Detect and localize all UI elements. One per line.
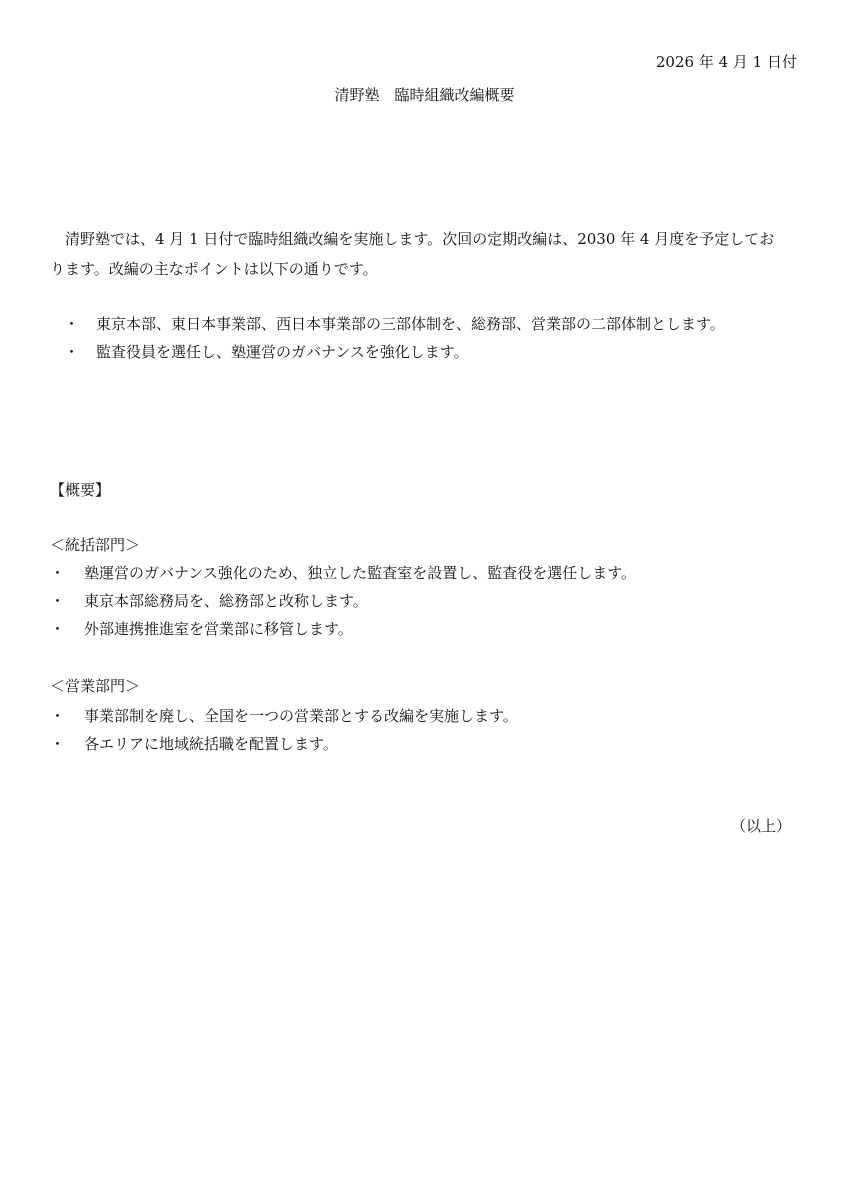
bullet-marker: ・ [50,619,66,638]
item-text: 外部連携推進室を営業部に移管します。 [84,619,353,638]
section-heading-sales: ＜営業部門＞ [50,677,141,695]
list-item [50,587,810,615]
list-item [50,730,810,758]
item-text: 各エリアに地域統括職を配置します。 [84,734,338,753]
bullet-marker: ・ [50,591,66,610]
list-item [50,559,810,587]
list-item [50,702,810,730]
sales-items-list [50,702,810,758]
list-item [64,310,824,338]
intro-line-1: 清野塾では、4 月 1 日付で臨時組織改編を実施します。次回の定期改編は、2030 年 4 月度を予定してお [65,230,775,248]
key-point-text: 監査役員を選任し、塾運営のガバナンスを強化します。 [96,342,469,361]
document-title: 清野塾 臨時組織改編概要 [334,86,515,104]
bullet-marker: ・ [50,734,66,753]
bullet-marker: ・ [64,314,80,333]
bullet-marker: ・ [64,342,80,361]
section-heading-management: ＜統括部門＞ [50,536,141,554]
bullet-marker: ・ [50,563,66,582]
key-points-list [64,310,824,366]
item-text: 東京本部総務局を、総務部と改称します。 [84,591,368,610]
document-date: 2026 年 4 月 1 日付 [655,53,797,71]
item-text: 塾運営のガバナンス強化のため、独立した監査室を設置し、監査役を選任します。 [84,563,637,582]
item-text: 事業部制を廃し、全国を一つの営業部とする改編を実施します。 [84,706,518,725]
intro-paragraph [50,224,800,284]
list-item [64,338,824,366]
key-point-text: 東京本部、東日本事業部、西日本事業部の三部体制を、総務部、営業部の二部体制とします。 [96,314,725,333]
closing-mark: （以上） [730,817,791,835]
overview-heading: 【概要】 [50,481,111,499]
intro-line-2: ります。改編の主なポイントは以下の通りです。 [50,260,378,278]
management-items-list [50,559,810,643]
list-item [50,615,810,643]
bullet-marker: ・ [50,706,66,725]
